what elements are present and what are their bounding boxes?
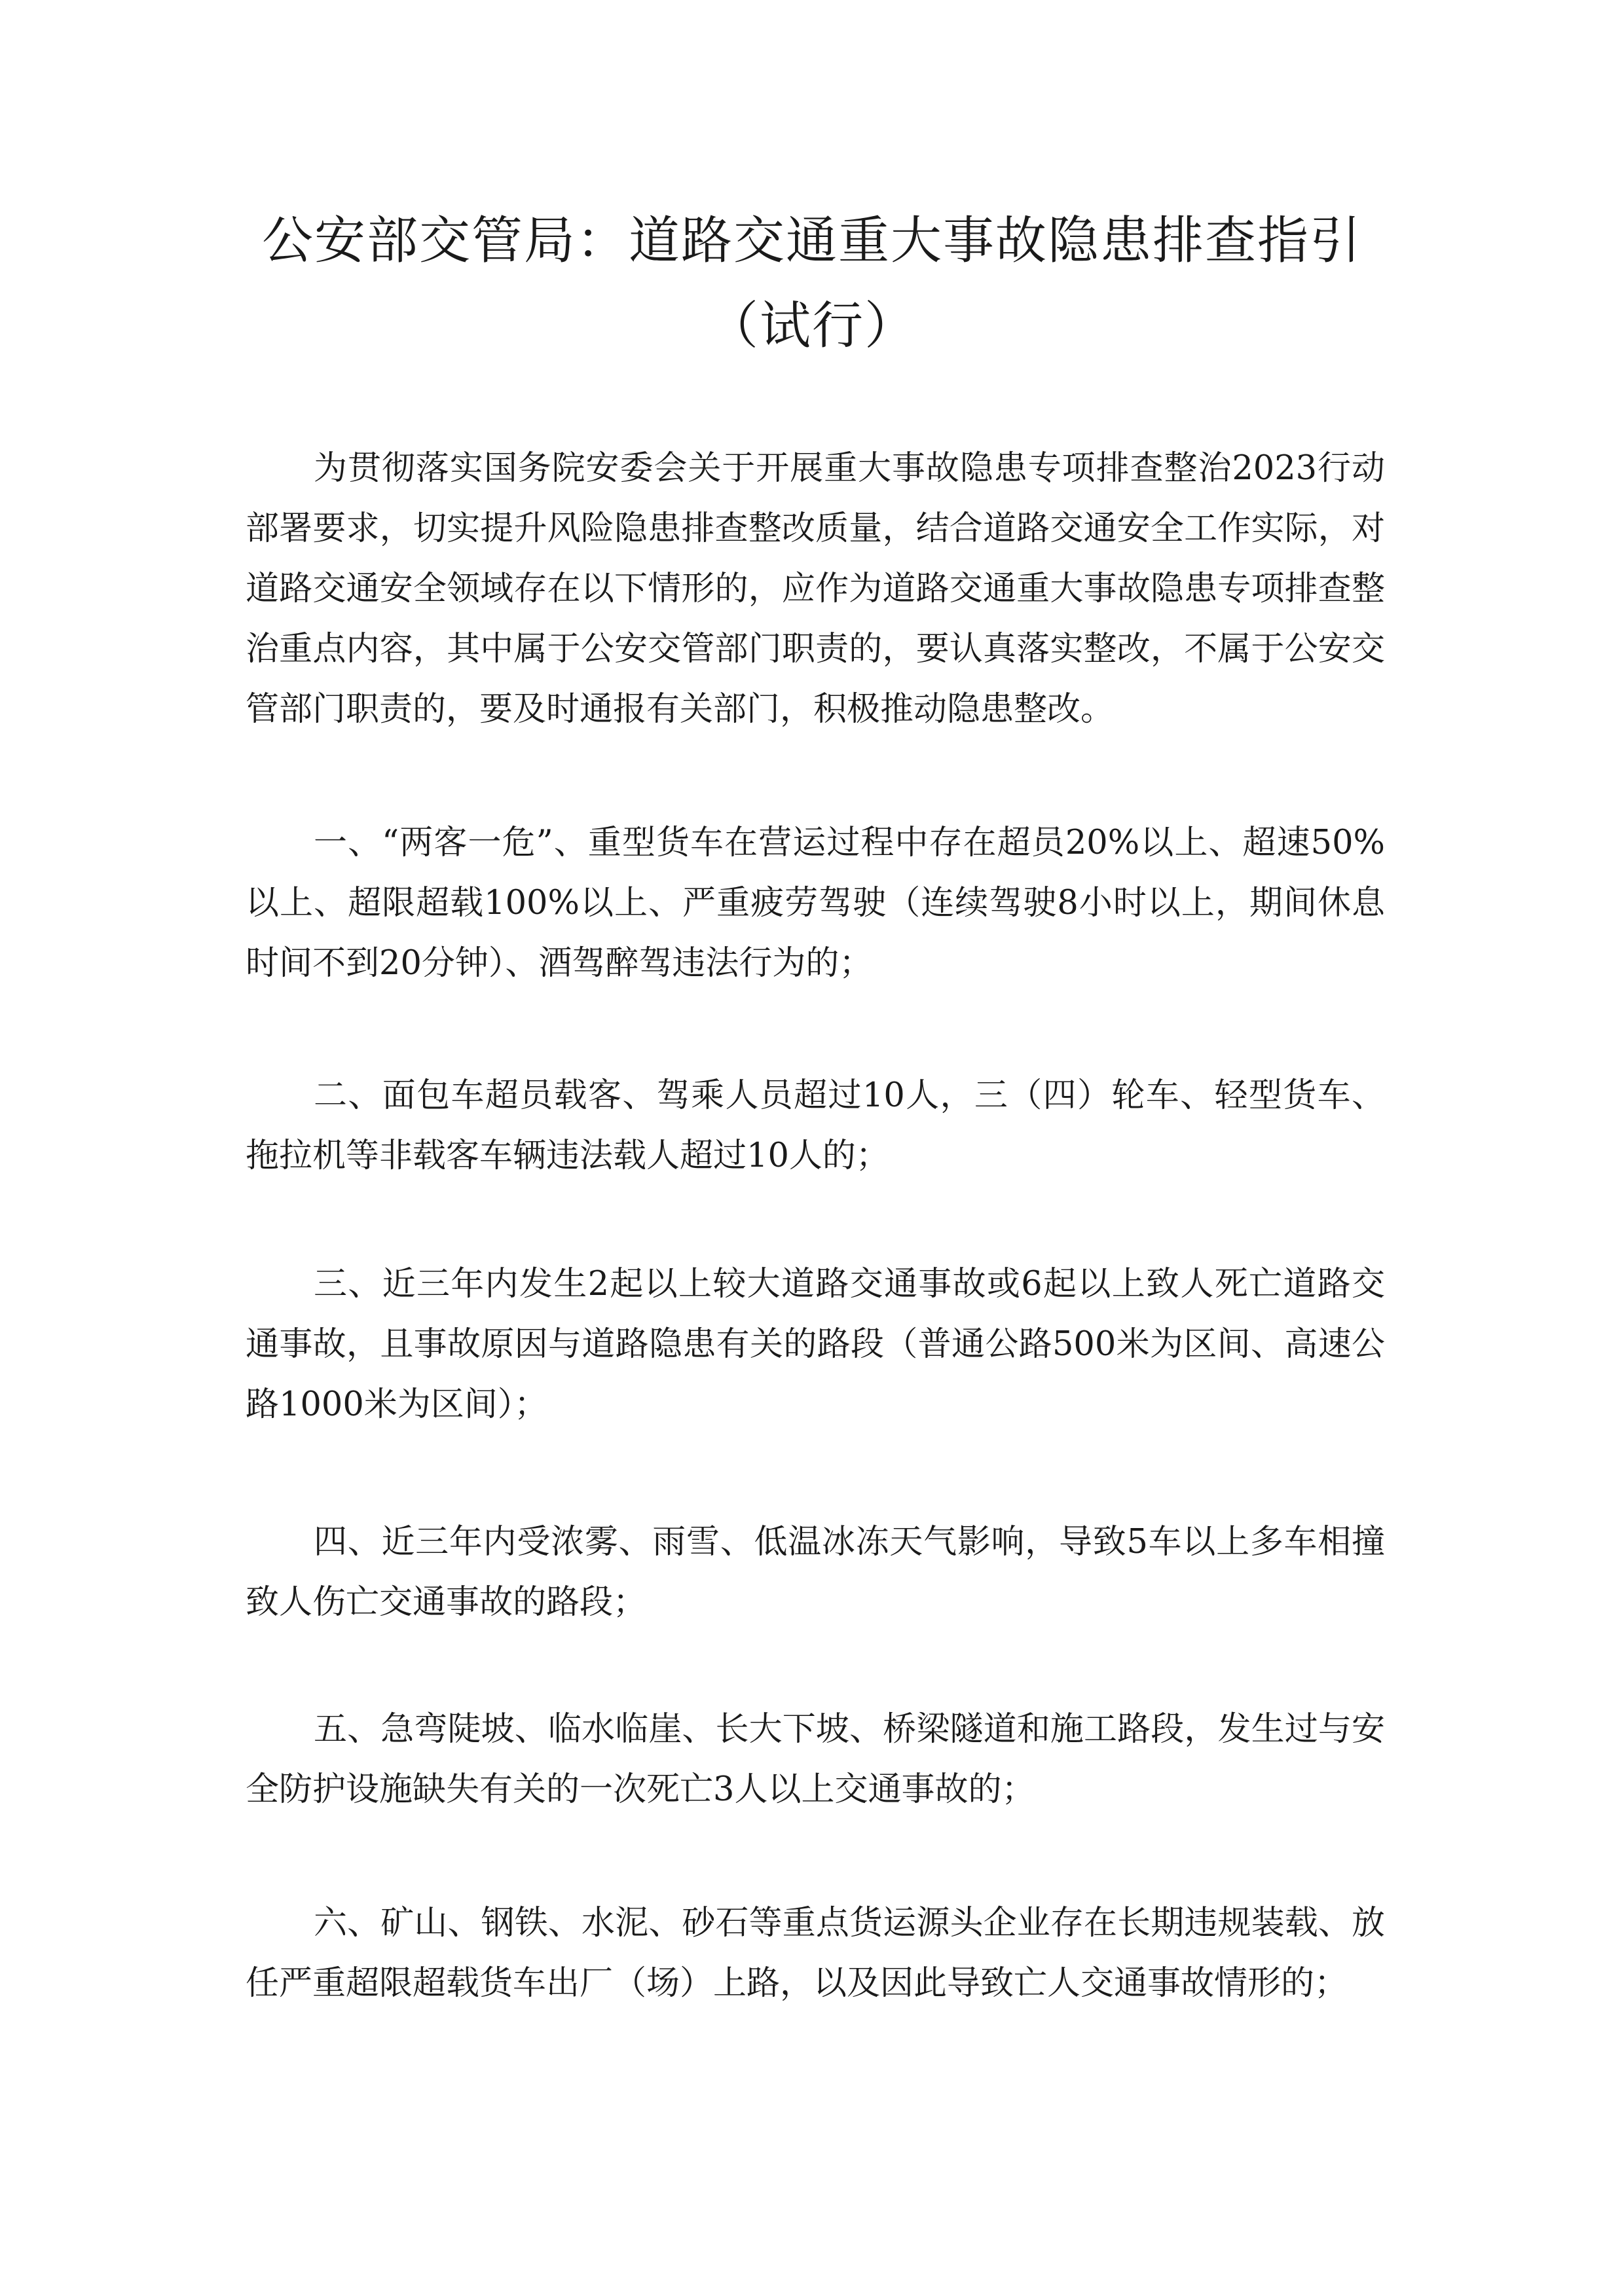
item-paragraph-2: 二、面包车超员载客、驾乘人员超过10人，三（四）轮车、轻型货车、拖拉机等非载客车辆违法载人超过10人的； xyxy=(246,1076,1385,1175)
title-subtitle: （试行） xyxy=(707,297,917,355)
item-paragraph-6: 六、矿山、钢铁、水泥、砂石等重点货运源头企业存在长期违规装载、放任严重超限超载货车出厂（场）上路，以及因此导致亡人交通事故情形的； xyxy=(246,1904,1385,2003)
intro-paragraph: 为贯彻落实国务院安委会关于开展重大事故隐患专项排查整治2023行动部署要求，切实提升风险隐患排查整改质量，结合道路交通安全工作实际，对道路交通安全领域存在以下情形的，应作为道路交通重大事故隐患专项排查整治重点内容，其中属于公安交管部门职责的，要认真落实整改，不属于公安交管部门职责的，要及时通报有关部门，积极推动隐患整改。 xyxy=(246,449,1385,729)
item-paragraph-4: 四、近三年内受浓雾、雨雪、低温冰冻天气影响，导致5车以上多车相撞致人伤亡交通事故的路段； xyxy=(246,1523,1385,1622)
item-paragraph-3: 三、近三年内发生2起以上较大道路交通事故或6起以上致人死亡道路交通事故，且事故原因与道路隐患有关的路段（普通公路500米为区间、高速公路1000米为区间）； xyxy=(246,1265,1385,1424)
item-paragraph-5: 五、急弯陡坡、临水临崖、长大下坡、桥梁隧道和施工路段，发生过与安全防护设施缺失有关的一次死亡3人以上交通事故的； xyxy=(246,1710,1385,1809)
title-main: 公安部交管局：道路交通重大事故隐患排查指引 xyxy=(261,211,1362,270)
item-paragraph-1: 一、“两客一危”、重型货车在营运过程中存在超员20%以上、超速50%以上、超限超载100%以上、严重疲劳驾驶（连续驾驶8小时以上，期间休息时间不到20分钟）、酒驾醉驾违法行为的； xyxy=(246,824,1385,983)
